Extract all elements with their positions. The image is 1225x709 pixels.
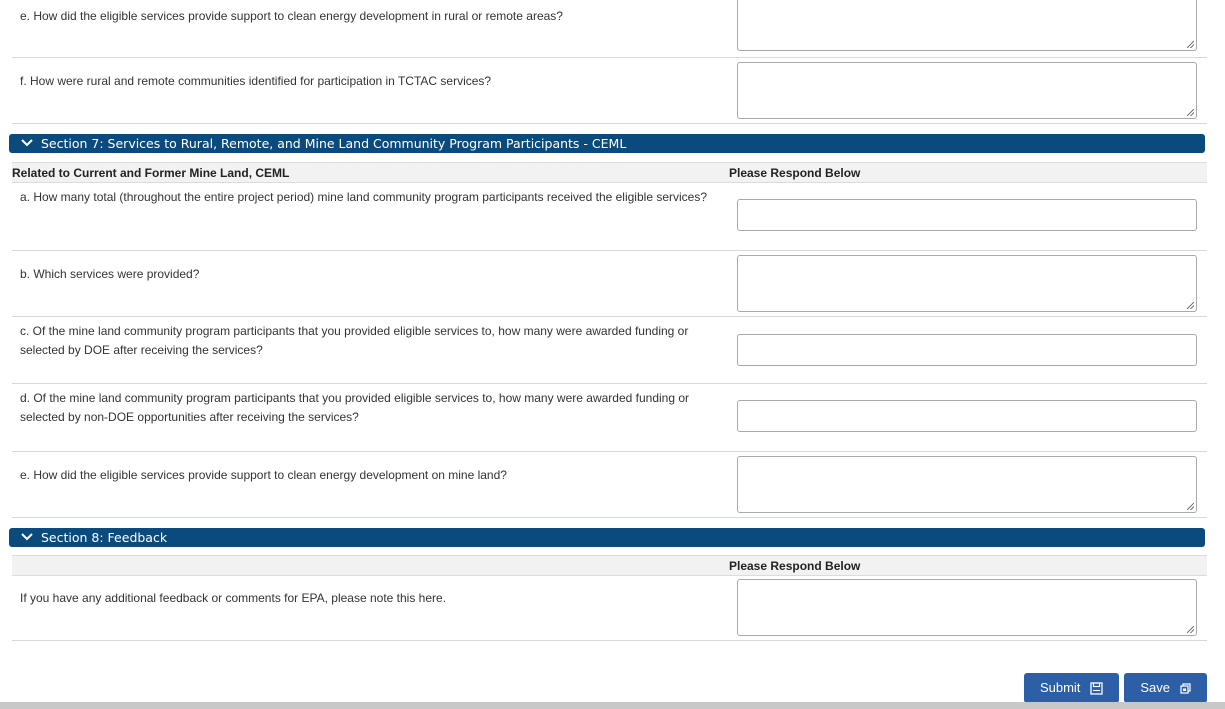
question-s7-b: b. Which services were provided?: [20, 267, 200, 281]
section-7-col-right: Please Respond Below: [729, 166, 861, 180]
answer-s7-a-input[interactable]: [737, 199, 1197, 231]
question-row-s7-e: [12, 452, 1207, 518]
section-8-title: Section 8: Feedback: [41, 530, 168, 545]
horizontal-scrollbar[interactable]: [0, 702, 1225, 709]
question-row-s7-b: [12, 251, 1207, 317]
question-s7-c: c. Of the mine land community program participants that you provided eligible services to, how many were awarded funding or selected by DOE after receiving the services?: [20, 324, 689, 357]
section-8-header[interactable]: [9, 528, 1205, 547]
answer-s7-b-textarea[interactable]: [737, 255, 1197, 312]
section-8-col-right: Please Respond Below: [729, 559, 861, 573]
chevron-down-icon: [19, 135, 35, 151]
section-7-header[interactable]: [9, 134, 1205, 153]
question-row-s7-d: [12, 384, 1207, 452]
save-label: Save: [1140, 680, 1170, 695]
answer-s6-e-textarea[interactable]: [737, 0, 1197, 51]
answer-s7-e-textarea[interactable]: [737, 456, 1197, 513]
answer-s6-f-textarea[interactable]: [737, 62, 1197, 119]
question-s8-feedback: If you have any additional feedback or comments for EPA, please note this here.: [20, 591, 447, 605]
question-s7-d: d. Of the mine land community program participants that you provided eligible services to, how many were awarded funding or selected by non-DOE opportunities after receiving the services?: [20, 391, 690, 424]
save-stack-icon: [1180, 683, 1191, 694]
section-7-col-left: Related to Current and Former Mine Land, CEML: [12, 166, 290, 180]
answer-s8-feedback-textarea[interactable]: [737, 579, 1197, 636]
submit-button[interactable]: [1024, 673, 1119, 703]
floppy-disk-icon: [1090, 682, 1103, 695]
section-7-column-header: [12, 162, 1207, 183]
chevron-down-icon: [19, 529, 35, 545]
answer-s7-c-input[interactable]: [737, 334, 1197, 366]
question-row-s7-a: [12, 183, 1207, 251]
question-s7-a: a. How many total (throughout the entire project period) mine land community program participants received the eligible services?: [20, 190, 708, 204]
question-row-s6-f: [12, 58, 1207, 124]
section-8-column-header: [12, 555, 1207, 576]
question-s7-e: e. How did the eligible services provide support to clean energy development on mine land?: [20, 468, 507, 482]
question-s6-f: f. How were rural and remote communities identified for participation in TCTAC services?: [20, 74, 492, 88]
answer-s7-d-input[interactable]: [737, 400, 1197, 432]
submit-label: Submit: [1039, 680, 1081, 695]
question-s6-e: e. How did the eligible services provide support to clean energy development in rural or remote areas?: [20, 9, 563, 23]
question-row-s8-feedback: [12, 576, 1207, 641]
section-7-title: Section 7: Services to Rural, Remote, and Mine Land Community Program Participants - CEML: [41, 136, 627, 151]
question-row-s7-c: [12, 317, 1207, 384]
save-button[interactable]: [1124, 673, 1207, 703]
question-row-s6-e: [12, 0, 1207, 58]
